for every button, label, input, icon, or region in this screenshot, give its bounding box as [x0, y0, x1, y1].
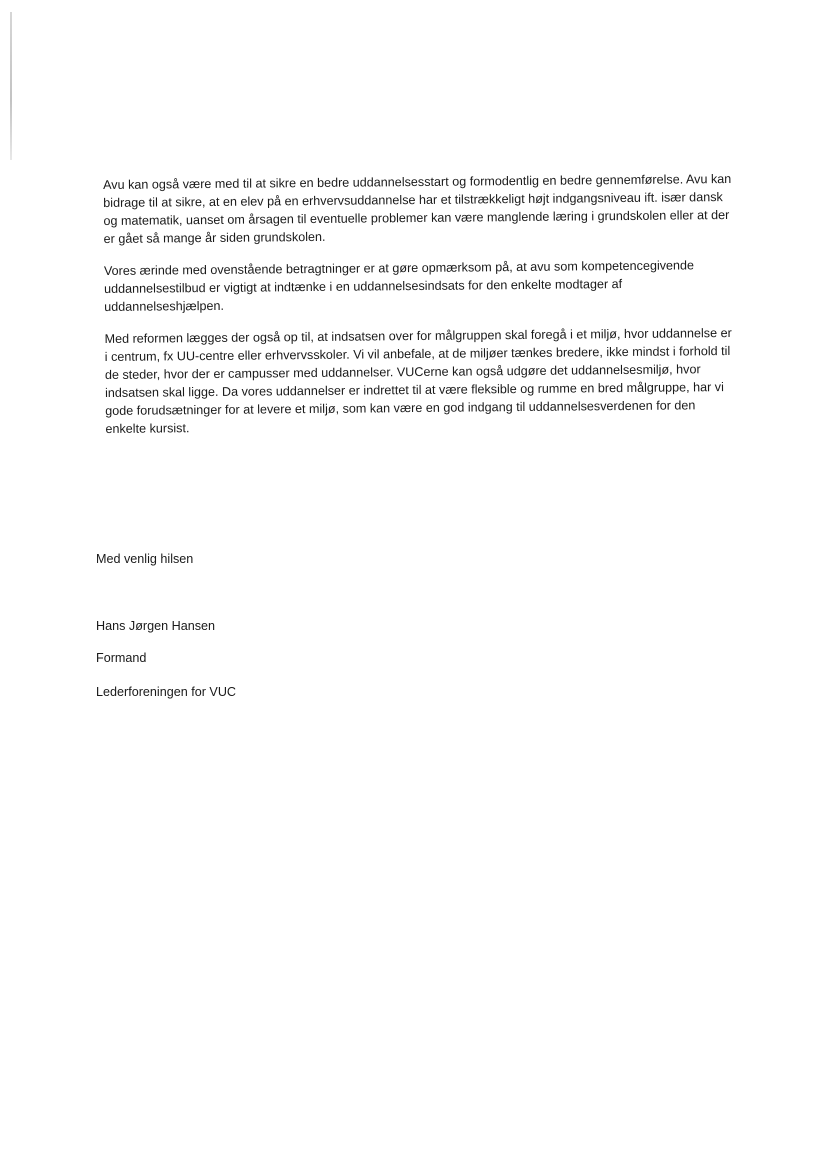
closing-greeting: Med venlig hilsen — [96, 552, 194, 566]
paragraph-reform: Med reformen lægges der også op til, at indsatsen over for målgruppen skal foregå i et miljø, hvor uddannelse er i centrum, fx UU-centre eller erhvervsskoler. Vi vil anbefale, at de miljøer tænkes bredere, ikke mindst i forhold til de steder, hvor der er campusser med uddannelser. VUCerne kan også udgøre det uddannelsesmiljø, hvor indsatsen skal ligge. Da vores uddannelser er indrettet til at være fleksible og rumme en bred målgruppe, har vi gode forudsætninger for at levere et miljø, som kan være en god indgang til uddannelsesverdenen for den enkelte kursist. — [104, 325, 732, 436]
signer-name: Hans Jørgen Hansen — [96, 619, 216, 633]
paragraph-errand: Vores ærinde med ovenstående betragtninger er at gøre opmærksom på, at avu som kompetencegivende uddannelsestilbud er vigtigt at indtænke i en uddannelsesindsats for den enkelte modtager af uddannelseshjælpen. — [103, 258, 695, 314]
signer-title: Formand — [96, 651, 147, 665]
letter-body — [103, 170, 736, 452]
signer-organization: Lederforeningen for VUC — [96, 685, 237, 699]
scan-edge-mark — [10, 12, 12, 160]
paragraph-avu-start: Avu kan også være med til at sikre en bedre uddannelsesstart og formodentlig en bedre gennemførelse. Avu kan bidrage til at sikre, at en elev på en erhvervsuddannelse har et tilstrækkeligt højt indgangsniveau ift. især dansk og matematik, uanset om årsagen til eventuelle problemer kan være manglende læring i grundskolen eller at der er gået så mange år siden grundskolen. — [103, 171, 732, 246]
